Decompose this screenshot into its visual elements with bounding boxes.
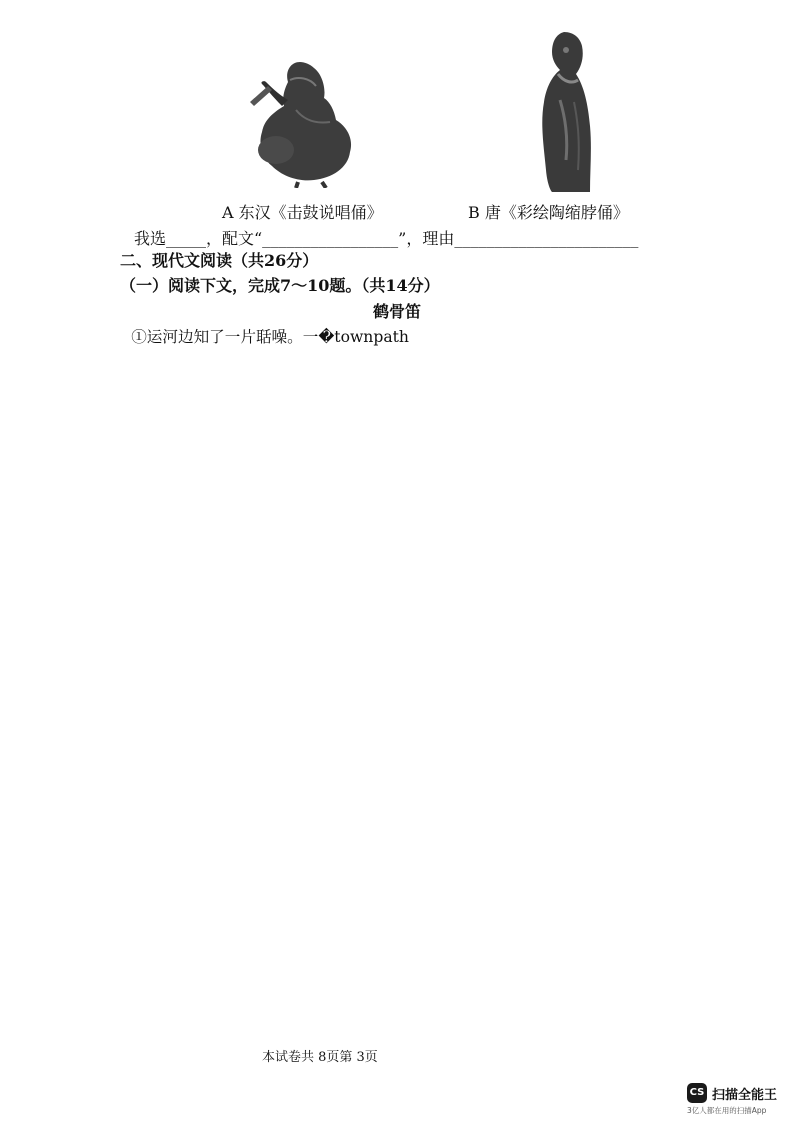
article-title: 鹤骨笛 [372, 302, 421, 321]
answer-line: 我选_____，配文“_________________”，理由_______________________ [134, 229, 639, 248]
subsection-title: （一）阅读下文，完成7～10题。（共14分） [120, 276, 440, 295]
watermark-tagline: 3亿人都在用的扫描App [687, 1106, 767, 1115]
camscanner-logo-icon: CS [687, 1083, 707, 1103]
section-title: 二、现代文阅读（共26分） [120, 251, 319, 270]
page-footer: 本试卷共 8页第 3页 [262, 1050, 378, 1065]
paragraph-1: ①运河边知了一片聒噪。一�townpath [131, 328, 409, 346]
figure-b-shrug-neck-figurine [530, 30, 610, 192]
figure-a-caption: A 东汉《击鼓说唱俑》 [222, 203, 383, 222]
watermark-app-name: 扫描全能王 [712, 1088, 778, 1103]
figure-a-drummer-figurine [238, 40, 368, 188]
figure-b-caption: B 唐《彩绘陶缩脖俑》 [468, 203, 629, 222]
